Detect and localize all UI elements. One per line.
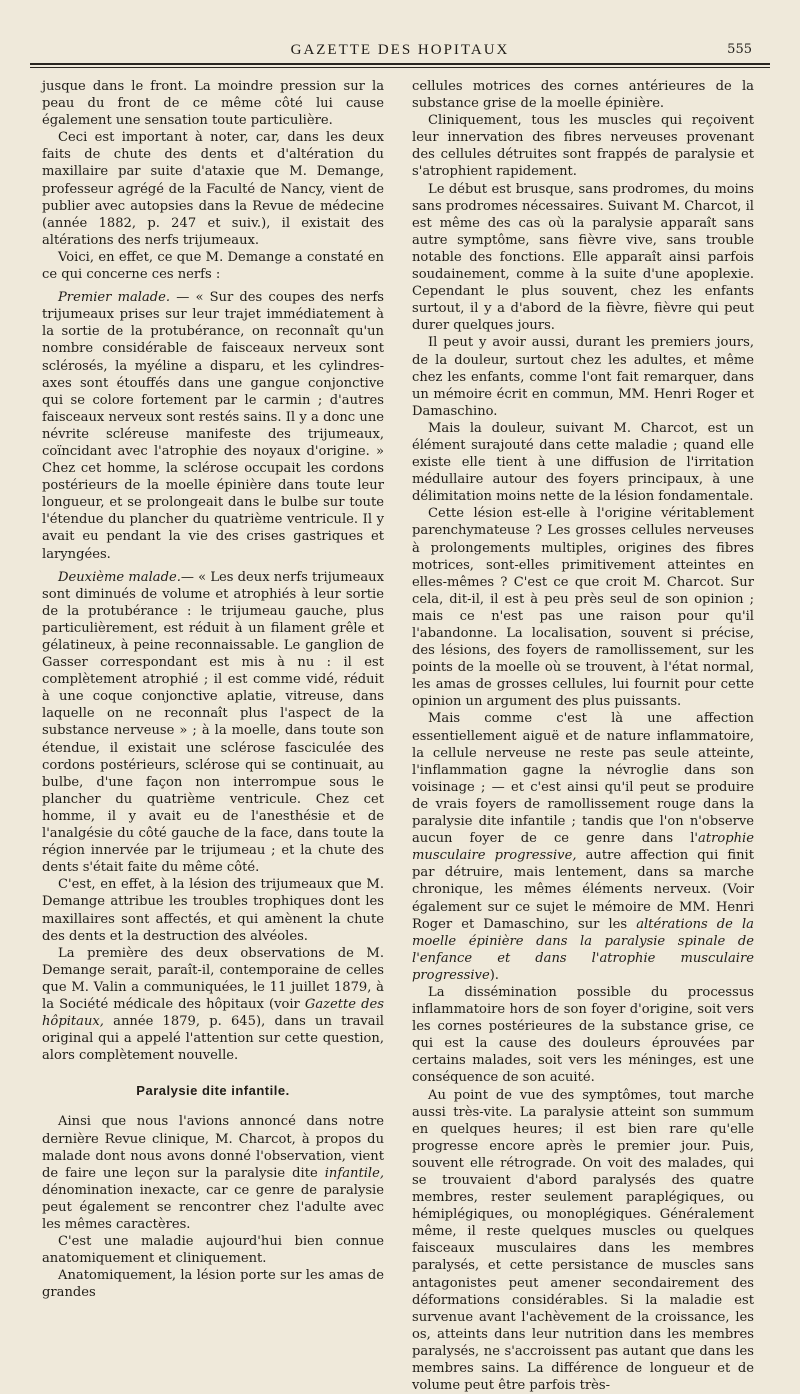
left-column	[42, 78, 384, 1301]
section-title: Paralysie dite infantile.	[136, 1083, 290, 1099]
paragraph: Ceci est important à noter, car, dans les deux faits de chute des dents et d'altération du maxillaire par suite d'ataxie que M. Demange, professeur agrégé de la Faculté de Nancy, vient de publier avec autopsies dans la Revue de médecine (année 1882, p. 247 et suiv.), il existait des altérations des nerfs trijumeaux.	[42, 130, 384, 248]
paragraph: cellules motrices des cornes antérieures de la substance grise de la moelle épinière.	[412, 79, 754, 112]
text-run: Mais comme c'est là une affection essentiellement aiguë et de nature inflammatoire, la cellule nerveuse ne reste pas seule atteinte, l'inflammation gagne la névroglie dans son voisinage ; — et c'est ainsi qu'il peut se produire de vrais foyers de ramollissement rouge dans la paralysie dite infantile ; tandis que l'on n'observe aucun foyer de ce genre dans l'	[412, 711, 754, 847]
paragraph: Cette lésion est-elle à l'origine véritablement parenchymateuse ? Les grosses cellules nerveuses à prolongements multiples, origines des fibres motrices, sont-elles primitivement atteintes en elles-mêmes ? C'est ce que croit M. Charcot. Sur cela, dit-il, il est à peu près seul de son opinion ; mais ce n'est pas une raison pour qu'il l'abandonne. La localisation, souvent si précise, des lésions, des foyers de ramollissement, sur les points de la moelle où se trouvent, à l'état normal, les amas de grosses cellules, lui fournit pour cette opinion un argument des plus puissants.	[412, 506, 754, 710]
journal-title: GAZETTE DES HOPITAUX	[290, 42, 510, 58]
right-column	[412, 78, 754, 1394]
paragraph	[42, 289, 384, 563]
page-header	[30, 40, 770, 62]
text-run: autre affection qui finit par détruire, mais lentement, dans sa marche chronique, les mêmes éléments nerveux. (Voir également sur ce sujet le mémoire de MM. Henri Roger et Damaschino, sur les	[412, 848, 754, 932]
paragraph: Voici, en effet, ce que M. Demange a constaté en ce qui concerne ces nerfs :	[42, 249, 384, 283]
emphasis: altérations de la moelle épinière dans la paralysie spinale de l'enfance et dans l'atrophie musculaire progressive	[412, 916, 754, 983]
paragraph: C'est une maladie aujourd'hui bien connue anatomiquement et cliniquement.	[42, 1234, 384, 1267]
emphasis: infantile,	[324, 1165, 384, 1181]
paragraph: Au point de vue des symptômes, tout marche aussi très-vite. La paralysie atteint son summum en quelques heures; il est bien rare qu'elle progresse encore après le premier jour. Puis, souvent elle rétrograde. On voit des malades, qui se trouvaient d'abord paralysés des quatre membres, rester seulement paraplégiques, ou hémiplégiques, ou monoplégiques. Généralement même, il reste quelques muscles ou quelques faisceaux musculaires dans les membres paralysés, et cette persistance de muscles sans antagonistes peut amener secondairement des déformations considérables. Si la maladie est survenue avant l'achèvement de la croissance, les os, atteints dans leur nutrition dans les membres paralysés, ne s'accroissent pas autant que dans les membres sains. La différence de longueur et de volume peut être parfois très-	[412, 1087, 754, 1394]
paragraph	[42, 945, 384, 1065]
case-label: Premier malade.	[58, 290, 171, 306]
paragraph	[42, 1113, 384, 1233]
paragraph: Cliniquement, tous les muscles qui reçoivent leur innervation des fibres nerveuses provenant des cellules détruites sont frappés de paralysie et s'atrophient rapidement.	[412, 113, 754, 180]
citation: Gazette des hôpitaux,	[42, 996, 384, 1030]
paragraph: Mais la douleur, suivant M. Charcot, est un élément surajouté dans cette maladie ; quand elle existe elle tient à une diffusion de l'irritation médullaire autour des foyers principaux, à une délimitation moins nette de la lésion fondamentale.	[412, 420, 754, 505]
paragraph: Il peut y avoir aussi, durant les premiers jours, de la douleur, surtout chez les adultes, et même chez les enfants, comme l'ont fait remarquer, dans un mémoire écrit en commun, MM. Henri Roger et Damaschino.	[412, 335, 754, 419]
paragraph: C'est, en effet, à la lésion des trijumeaux que M. Demange attribue les troubles trophiques dont les maxillaires sont affectés, et qui amènent la chute des dents et la destruction des alvéoles.	[42, 877, 384, 944]
header-rule-thin	[30, 67, 770, 68]
case-text: — « Sur des coupes des nerfs trijumeaux prises sur leur trajet immédiatement à la sortie de la protubérance, on reconnaît qu'un nombre considérable de faisceaux nerveux sont sclérosés, la myéline a disparu, et les cylindres-axes sont étouffés dans une gangue conjonctive qui se colore fortement par le carmin ; d'autres faisceaux nerveux sont restés sains. Il y a donc une névrite scléreuse manifeste des trijumeaux, coïncidant avec l'atrophie des noyaux d'origine. » Chez cet homme, la sclérose occupait les cordons postérieurs de la moelle épinière dans toute leur longueur, et se prolongeait dans le bulbe sur toute l'étendue du plancher du quatrième ventricule. Il y avait eu pendant la vie des crises gastriques et laryngées.	[42, 290, 384, 562]
page-number: 555	[727, 42, 752, 57]
paragraph	[412, 710, 754, 984]
case-text: — « Les deux nerfs trijumeaux sont diminués de volume et atrophiés à leur sortie de la protubérance : le trijumeau gauche, plus particulièrement, est réduit à un filament grêle et gélatineux, à peine reconnaissable. Le ganglion de Gasser correspondant est mis à nu : il est complètement atrophié ; il est comme vidé, réduit à une coque conjonctive aplatie, vitreuse, dans laquelle on ne reconnaît plus l'aspect de la substance nerveuse » ; à la moelle, dans toute son étendue, il existait une sclérose fasciculée des cordons postérieurs, sclérose qui se continuait, au bulbe, d'une façon non interrompue sous le plancher du quatrième ventricule. Chez cet homme, il y avait eu de l'anesthésie et de l'analgésie du côté gauche de la face, dans toute la région innervée par le trijumeau ; et la chute des dents s'était faite du même côté.	[42, 569, 384, 876]
text-run: La première des deux observations de M. Demange serait, paraît-il, contemporaine de celles que M. Valin a communiquées, le 11 juillet 1879, à la Société médicale des hôpitaux (voir	[42, 945, 384, 1012]
case-label: Deuxième malade.	[58, 569, 181, 585]
text-run: ).	[489, 967, 499, 983]
paragraph: La dissémination possible du processus inflammatoire hors de son foyer d'origine, soit vers les cornes postérieures de la substance grise, ce qui est la cause des douleurs éprouvées par certains malades, soit vers les méninges, est une conséquence de son acuité.	[412, 984, 754, 1086]
text-run: dénomination inexacte, car ce genre de paralysie peut également se rencontrer chez l'adulte avec les mêmes caractères.	[42, 1182, 384, 1232]
header-rule-thick	[30, 63, 770, 65]
paragraph	[42, 569, 384, 877]
emphasis: atrophie musculaire progressive,	[412, 831, 754, 864]
paragraph: Le début est brusque, sans prodromes, du moins sans prodromes nécessaires. Suivant M. Charcot, il est même des cas où la paralysie apparaît sans autre symptôme, sans fièvre vive, sans trouble notable des fonctions. Elle apparaît ainsi parfois soudainement, comme à la suite d'une apoplexie. Cependant le plus souvent, chez les enfants surtout, il y a d'abord de la fièvre, fièvre qui peut durer quelques jours.	[412, 181, 754, 334]
paragraph: Anatomiquement, la lésion porte sur les amas de grandes	[42, 1268, 384, 1301]
text-run: Ainsi que nous l'avions annoncé dans notre dernière Revue clinique, M. Charcot, à propos du malade dont nous avons donné l'observation, vient de faire une leçon sur la paralysie dite	[42, 1114, 384, 1181]
paragraph: jusque dans le front. La moindre pression sur la peau du front de ce même côté lui cause également une sensation toute particulière.	[42, 79, 384, 129]
text-run: année 1879, p. 645), dans un travail original qui a appelé l'attention sur cette question, alors complètement nouvelle.	[42, 1014, 384, 1064]
